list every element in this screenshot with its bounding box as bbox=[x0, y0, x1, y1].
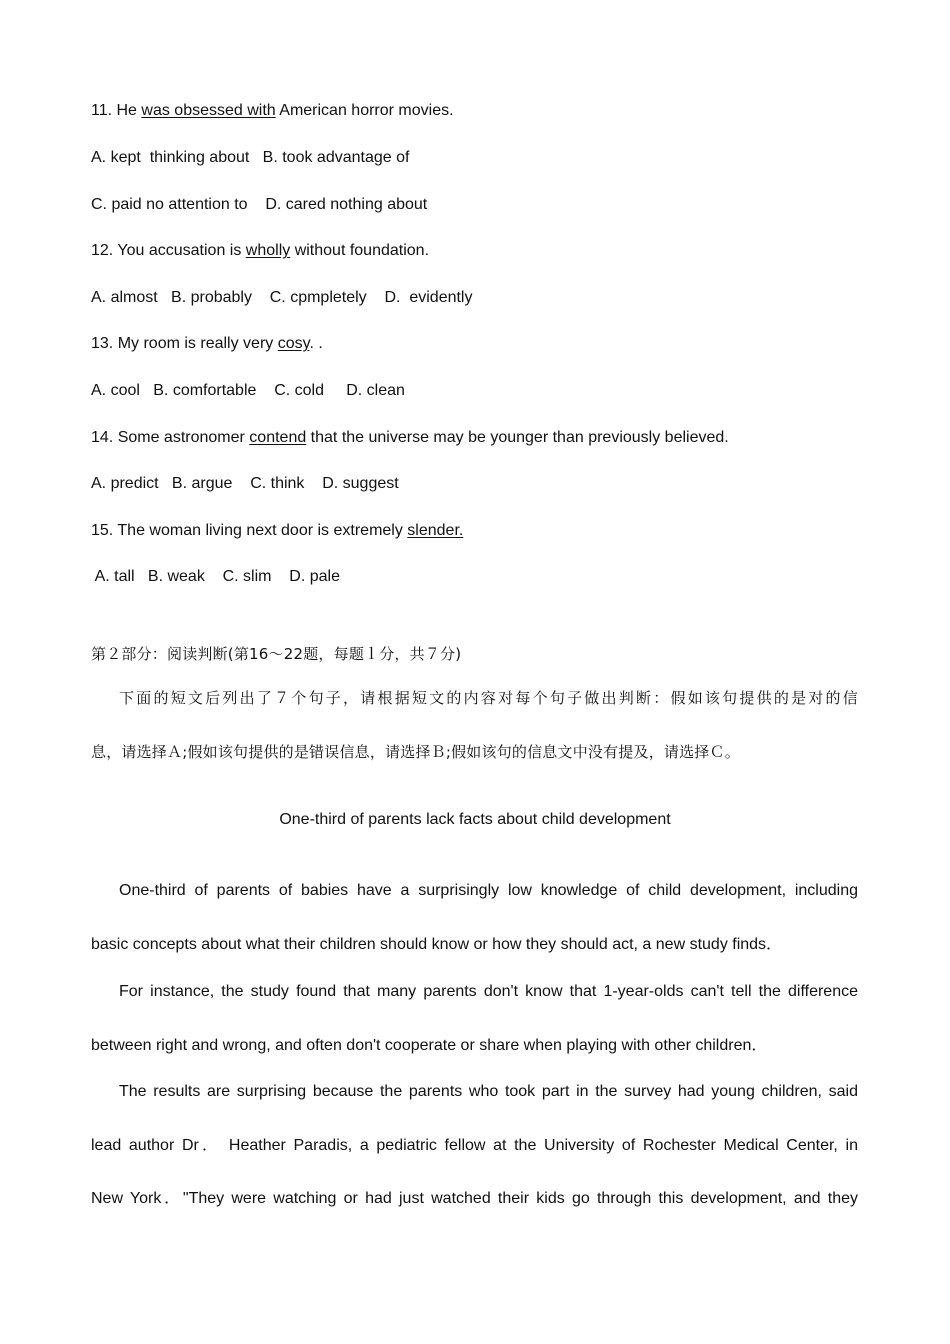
article-line: The results are surprising because the parents who took part in the survey had young children, said bbox=[119, 1083, 858, 1100]
stem-text: 12. You accusation is bbox=[91, 242, 246, 259]
article-line: basic concepts about what their children should know or how they should act, a new study finds． bbox=[91, 936, 783, 953]
stem-text: 15. The woman living next door is extremely bbox=[91, 522, 408, 539]
question-12-stem bbox=[91, 241, 429, 261]
question-13-stem bbox=[91, 334, 323, 354]
stem-text: American horror movies. bbox=[275, 102, 454, 119]
article-line: One-third of parents of babies have a surprisingly low knowledge of child development, including bbox=[119, 882, 858, 899]
question-14-stem bbox=[91, 428, 729, 448]
question-12-options: A. almost B. probably C. cpmpletely D. evidently bbox=[91, 289, 473, 306]
underlined-phrase: contend bbox=[249, 429, 307, 446]
stem-text: without foundation. bbox=[290, 242, 430, 259]
article-title: One-third of parents lack facts about child development bbox=[279, 811, 671, 828]
question-14-options: A. predict B. argue C. think D. suggest bbox=[91, 475, 399, 492]
part2-instruction-line1: 下面的短文后列出了７个句子，请根据短文的内容对每个句子做出判断：假如该句提供的是对的信 bbox=[119, 689, 858, 707]
question-13-options: A. cool B. comfortable C. cold D. clean bbox=[91, 382, 405, 399]
stem-text: 13. My room is really very bbox=[91, 335, 278, 352]
article-line: lead author Dr． Heather Paradis, a pediatric fellow at the University of Rochester Medical Center, in bbox=[91, 1137, 858, 1154]
stem-text: 14. Some astronomer bbox=[91, 429, 250, 446]
article-line: New York．"They were watching or had just watched their kids go through this development, and they bbox=[91, 1190, 858, 1207]
underlined-phrase: wholly bbox=[245, 242, 291, 259]
part2-heading: 第２部分：阅读判断(第16～22题，每题ｌ分，共７分) bbox=[91, 645, 462, 663]
article-line: between right and wrong, and often don't cooperate or share when playing with other children． bbox=[91, 1037, 768, 1054]
question-15-options: A. tall B. weak C. slim D. pale bbox=[91, 568, 340, 585]
question-11-options-2: C. paid no attention to D. cared nothing about bbox=[91, 196, 428, 213]
underlined-phrase: cosy bbox=[277, 335, 310, 352]
question-11-stem bbox=[91, 101, 454, 121]
underlined-phrase: was obsessed with bbox=[141, 102, 276, 119]
stem-text: 11. He bbox=[91, 102, 142, 119]
question-11-options-1: A. kept thinking about B. took advantage of bbox=[91, 149, 410, 166]
stem-text: that the universe may be younger than previously believed. bbox=[306, 429, 729, 446]
question-15-stem bbox=[91, 521, 463, 541]
underlined-phrase: slender. bbox=[407, 522, 464, 539]
part2-instruction-line2: 息，请选择Ａ;假如该句提供的是错误信息，请选择Ｂ;假如该句的信息文中没有提及，请选择Ｃ。 bbox=[91, 743, 740, 761]
stem-text: . . bbox=[309, 335, 323, 352]
article-line: For instance, the study found that many parents don't know that 1-year-olds can't tell the difference bbox=[119, 983, 858, 1000]
